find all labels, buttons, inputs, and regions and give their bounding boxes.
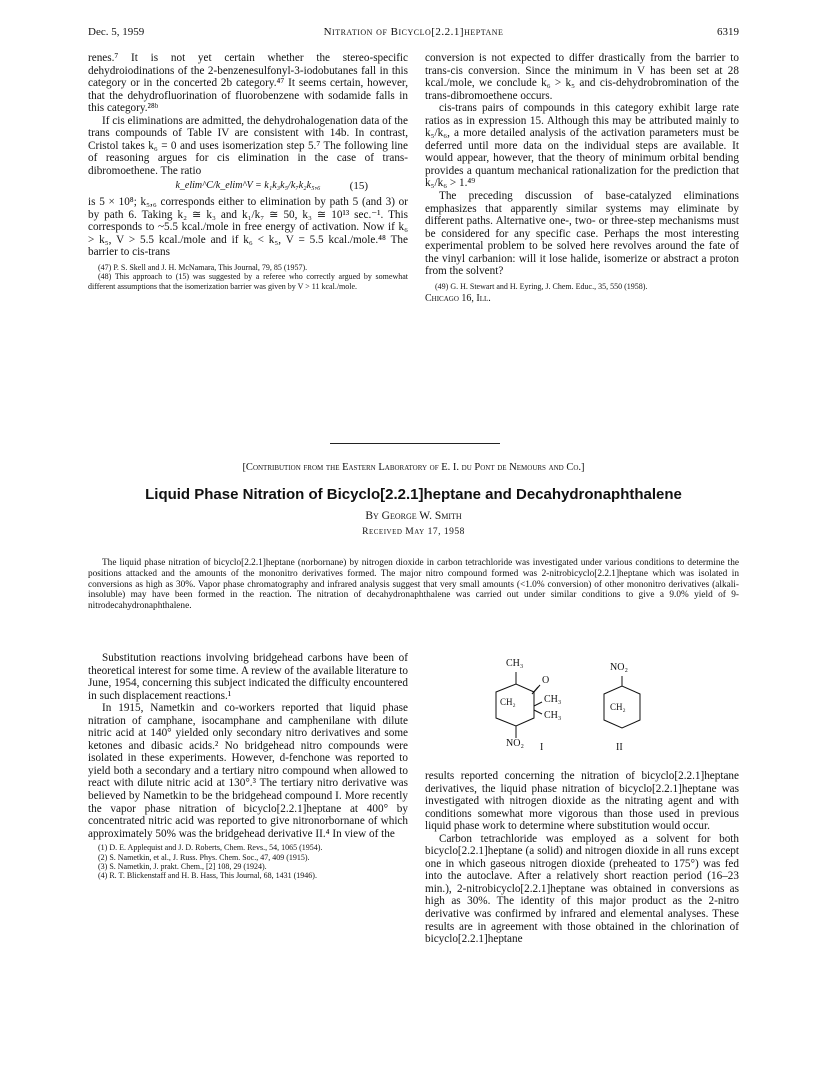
footnotes [425, 282, 739, 291]
footnotes [88, 843, 408, 881]
contribution-line: [Contribution from the Eastern Laboratory of E. I. du Pont de Nemours and Co.] [242, 462, 585, 473]
label-no2-I: NO₂ [506, 738, 524, 749]
paragraph: is 5 × 10⁸; k₅,₆ corresponds either to elimination by path 5 (and 3) or by path 6. Taking k₂ ≅ k₃ and k₁/k₇ ≅ 50, k₃ ≅ 10¹³ sec.⁻¹. This corresponds to ~5.5 kcal./mole in free energy of activation. Now if k₆ > k₅, V > 5.5 kcal./mole and if k₆ < k₅, V = 5.5 kcal./mole.⁴⁸ The barrier to cis-trans [88, 196, 408, 259]
structure-figure [468, 658, 728, 758]
paragraph: The preceding discussion of base-catalyzed eliminations emphasizes that apparently similar systems may eliminate by different paths. Alternative one-, two- or three-step mechanisms must be considered for any specific case. Perhaps the most interesting experimental problem to be solved here revolves around the fate of the vinyl carbanion: will it lose halide, isomerize or abstract a proton from the solvent? [425, 190, 739, 278]
label-no2-II: NO₂ [610, 662, 628, 673]
paragraph: results reported concerning the nitration of bicyclo[2.2.1]heptane derivatives, the liquid phase nitration of bicyclo[2.2.1]heptane was investigated with nitrogen dioxide as the nitrating agent and with conditions somewhat more vigorous than those used in previous liquid phase work to determine where substitution would occur. [425, 770, 739, 833]
paragraph: Substitution reactions involving bridgehead carbons have been of theoretical interest for some time. A review of the available literature to June, 1954, concerning this subject indicated the difficulty encountered in such displacement reactions.¹ [88, 652, 408, 702]
running-title: Nitration of Bicyclo[2.2.1]heptane [323, 26, 504, 38]
paragraph: In 1915, Nametkin and co-workers reported that liquid phase nitration of camphane, isocamphane and camphenilane with dilute nitric acid at 140° yielded only secondary nitro derivatives and some ketones and dibasic acids.² No bridgehead nitro compounds were isolated in these experiments. However, d-fenchone was reported to yield both a secondary and a tertiary nitro compound when allowed to react with dilute nitric acid at 130°.³ The tertiary nitro derivative was believed by Nametkin to be the bridgehead compound I. More recently the vapor phase nitration of bicyclo[2.2.1]heptane at 400° by concentrated nitric acid was reported to give nitronorbornane of which approximately 50% was the bridgehead derivative II.⁴ In view of the [88, 702, 408, 840]
equation-body: k_elim^C/k_elim^V = k₁k₃k₅/k₇k₂k₅,₆ [175, 180, 321, 192]
label-oxygen: O [542, 675, 550, 686]
top-right-column [425, 52, 739, 306]
author-location: Chicago 16, Ill. [425, 293, 491, 305]
label-compound-I: I [540, 742, 544, 753]
body-left-column [88, 652, 408, 881]
footnote-48: (48) This approach to (15) was suggested by a referee who correctly argued by somewhat different assumptions that the isomerization barrier was given by V > 11 kcal./mole. [88, 272, 408, 291]
top-left-column [88, 52, 408, 291]
page-number: 6319 [717, 26, 739, 38]
header-date: Dec. 5, 1959 [88, 26, 145, 38]
received-date: Received May 17, 1958 [362, 527, 465, 537]
paragraph: conversion is not expected to differ drastically from the barrier to trans-cis conversion. Since the minimum in V has been set at 28 kcal./mole, we conclude k₆ > k₅ and cis-dehydrobromination of the trans-dibromoethene occurs. [425, 52, 739, 102]
paragraph: renes.⁷ It is not yet certain whether the stereo-specific dehydroiodinations of the 2-benzenesulfonyl-3-iodobutanes fall in this category or in the concerted 2b category.⁴⁷ It seems certain, however, that the dehydrofluorination of fluorobenzene with sodamide falls in this category.²⁸ᵇ [88, 52, 408, 115]
footnote-2: (2) S. Nametkin, et al., J. Russ. Phys. Chem. Soc., 47, 409 (1915). [98, 852, 310, 862]
author-line: By George W. Smith [365, 510, 462, 522]
article-title: Liquid Phase Nitration of Bicyclo[2.2.1]heptane and Decahydronaphthalene [145, 486, 682, 503]
footnote-3: (3) S. Nametkin, J. prakt. Chem., [2] 108, 29 (1924). [98, 862, 267, 872]
label-ch3-r2: CH₃ [544, 710, 562, 721]
label-ch3-top: CH₃ [506, 658, 524, 669]
footnote-4: (4) R. T. Blickenstaff and H. B. Hass, This Journal, 68, 1431 (1946). [98, 871, 317, 881]
abstract-text: The liquid phase nitration of bicyclo[2.2.1]heptane (norbornane) by nitrogen dioxide in carbon tetrachloride was investigated under various conditions to determine the positions attacked and the amounts of the mononitro derivatives formed. The major nitro compound formed was 2-nitrobicyclo[2.2.1]heptane which was isolated in conversions as high as 30%. Vapor phase chromatography and infrared analysis suggest that very small amounts (<1.0% conversion) of other mononitro derivatives (alkali-insoluble) may have been formed in the reaction. The nitration of decahydronaphthalene was carried out under similar conditions to give a 9.0% yield of 9-nitrodecahydronaphthalene. [88, 558, 739, 612]
equation-number: (15) [349, 180, 368, 193]
paragraph: If cis eliminations are admitted, the dehydrohalogenation data of the trans compounds of Table IV are consistent with 14b. In contrast, Cristol takes k₆ = 0 and uses isomerization step 5.⁷ The following line of reasoning argues for cis elimination in the case of trans-dibromoethene. The ratio [88, 114, 408, 177]
paragraph: cis-trans pairs of compounds in this category exhibit large rate ratios as in expression 15. Although this may be attributed mainly to k₅/k₆, a more detailed analysis of the activation parameters must be deferred until more data on the individual steps are available. It would appear, however, that the theory of minimum orbital bending provides a quantum mechanical rationalization for the prediction that k₅/k₆ > 1.⁴⁹ [425, 102, 739, 190]
paragraph: Carbon tetrachloride was employed as a solvent for both bicyclo[2.2.1]heptane (a solid) and nitrogen dioxide in all runs except one in which gaseous nitrogen dioxide (preheated to 175°) was fed into the autoclave. After a relatively short reaction period (16–23 min.), 2-nitrobicyclo[2.2.1]heptane was obtained in conversions as high as 30%. The identity of this major product as the 2-nitro derivative was confirmed by infrared and elemental analyses. These results are in agreement with those obtained in the chlorination of bicyclo[2.2.1]heptane [425, 832, 739, 946]
label-ch3-r1: CH₃ [544, 694, 562, 705]
footnote-1: (1) D. E. Applequist and J. D. Roberts, Chem. Revs., 54, 1065 (1954). [98, 843, 323, 853]
label-ch2-I: CH₂ [500, 697, 516, 707]
section-divider [330, 443, 500, 444]
footnotes [88, 263, 408, 291]
label-ch2-II: CH₂ [610, 702, 626, 712]
abstract [88, 558, 739, 612]
body-right-column [425, 770, 739, 946]
label-compound-II: II [616, 742, 623, 753]
footnote-49: (49) G. H. Stewart and H. Eyring, J. Chem. Educ., 35, 550 (1958). [435, 281, 648, 291]
footnote-47: (47) P. S. Skell and J. H. McNamara, This Journal, 79, 85 (1957). [98, 262, 308, 272]
equation-15 [88, 180, 408, 193]
